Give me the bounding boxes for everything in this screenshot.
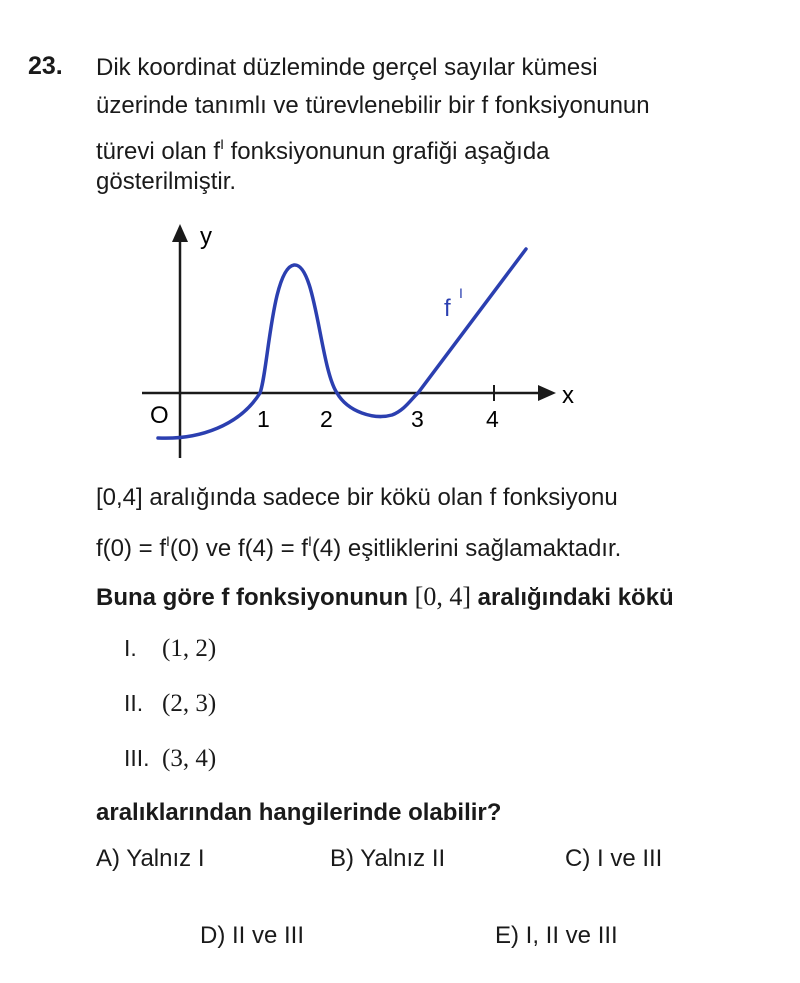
stem-line-1: Dik koordinat düzleminde gerçel sayılar kümesi: [96, 54, 598, 81]
stem-line-2: üzerinde tanımlı ve türevlenebilir bir f fonksiyonunun: [96, 92, 650, 119]
stem-line-4: gösterilmiştir.: [96, 168, 237, 195]
stem-line-3-a: türevi olan f: [96, 138, 221, 165]
x-tick-label-4: 4: [486, 406, 499, 432]
info-line-2-c: (4) eşitliklerini sağlamaktadır.: [311, 535, 622, 562]
info-prime-2: I: [307, 533, 312, 549]
question-number: 23.: [28, 52, 63, 80]
origin-label: O: [150, 402, 169, 429]
curve-label-prime: I: [459, 285, 463, 301]
x-axis-label: x: [562, 382, 574, 409]
derivative-graph: [0, 0, 800, 470]
y-axis-arrow: [172, 224, 188, 242]
info-line-2-b: (0) ve f(4) = f: [169, 535, 308, 562]
choice-e[interactable]: E) I, II ve III: [495, 922, 618, 949]
question-prompt: [96, 582, 674, 612]
statement-2-numeral: II.: [124, 690, 144, 716]
x-tick-label-1: 1: [257, 406, 270, 432]
prime-mark: I: [220, 136, 224, 152]
statement-2-interval: (2, 3): [162, 690, 217, 717]
y-axis-label: y: [200, 223, 212, 250]
statement-2: [124, 690, 217, 717]
x-tick-label-2: 2: [320, 406, 333, 432]
info-line-2: [96, 533, 621, 563]
curve-label: f: [444, 295, 451, 322]
statement-3-numeral: III.: [124, 745, 150, 771]
statement-1: [124, 635, 217, 662]
statement-3-interval: (3, 4): [162, 745, 217, 772]
choice-b[interactable]: B) Yalnız II: [330, 845, 446, 872]
choice-d[interactable]: D) II ve III: [200, 922, 305, 949]
closing-question: aralıklarından hangilerinde olabilir?: [96, 799, 502, 826]
info-line-1: [0,4] aralığında sadece bir kökü olan f fonksiyonu: [96, 484, 618, 511]
info-prime-1: I: [166, 533, 170, 549]
stem-line-3-b: fonksiyonunun grafiği aşağıda: [223, 138, 550, 165]
statement-1-numeral: I.: [124, 635, 137, 661]
x-axis-arrow: [538, 385, 556, 401]
question-prompt-a: Buna göre f fonksiyonunun: [96, 584, 415, 611]
statement-3: [124, 745, 217, 772]
statement-1-interval: (1, 2): [162, 635, 217, 662]
derivative-curve: [158, 249, 526, 438]
question-prompt-b: aralığındaki kökü: [470, 584, 674, 611]
question-prompt-interval: [0, 4]: [414, 582, 471, 611]
choice-a[interactable]: A) Yalnız I: [96, 845, 205, 872]
x-tick-label-3: 3: [411, 406, 424, 432]
info-line-2-a: f(0) = f: [96, 535, 167, 562]
choice-c[interactable]: C) I ve III: [565, 845, 663, 872]
